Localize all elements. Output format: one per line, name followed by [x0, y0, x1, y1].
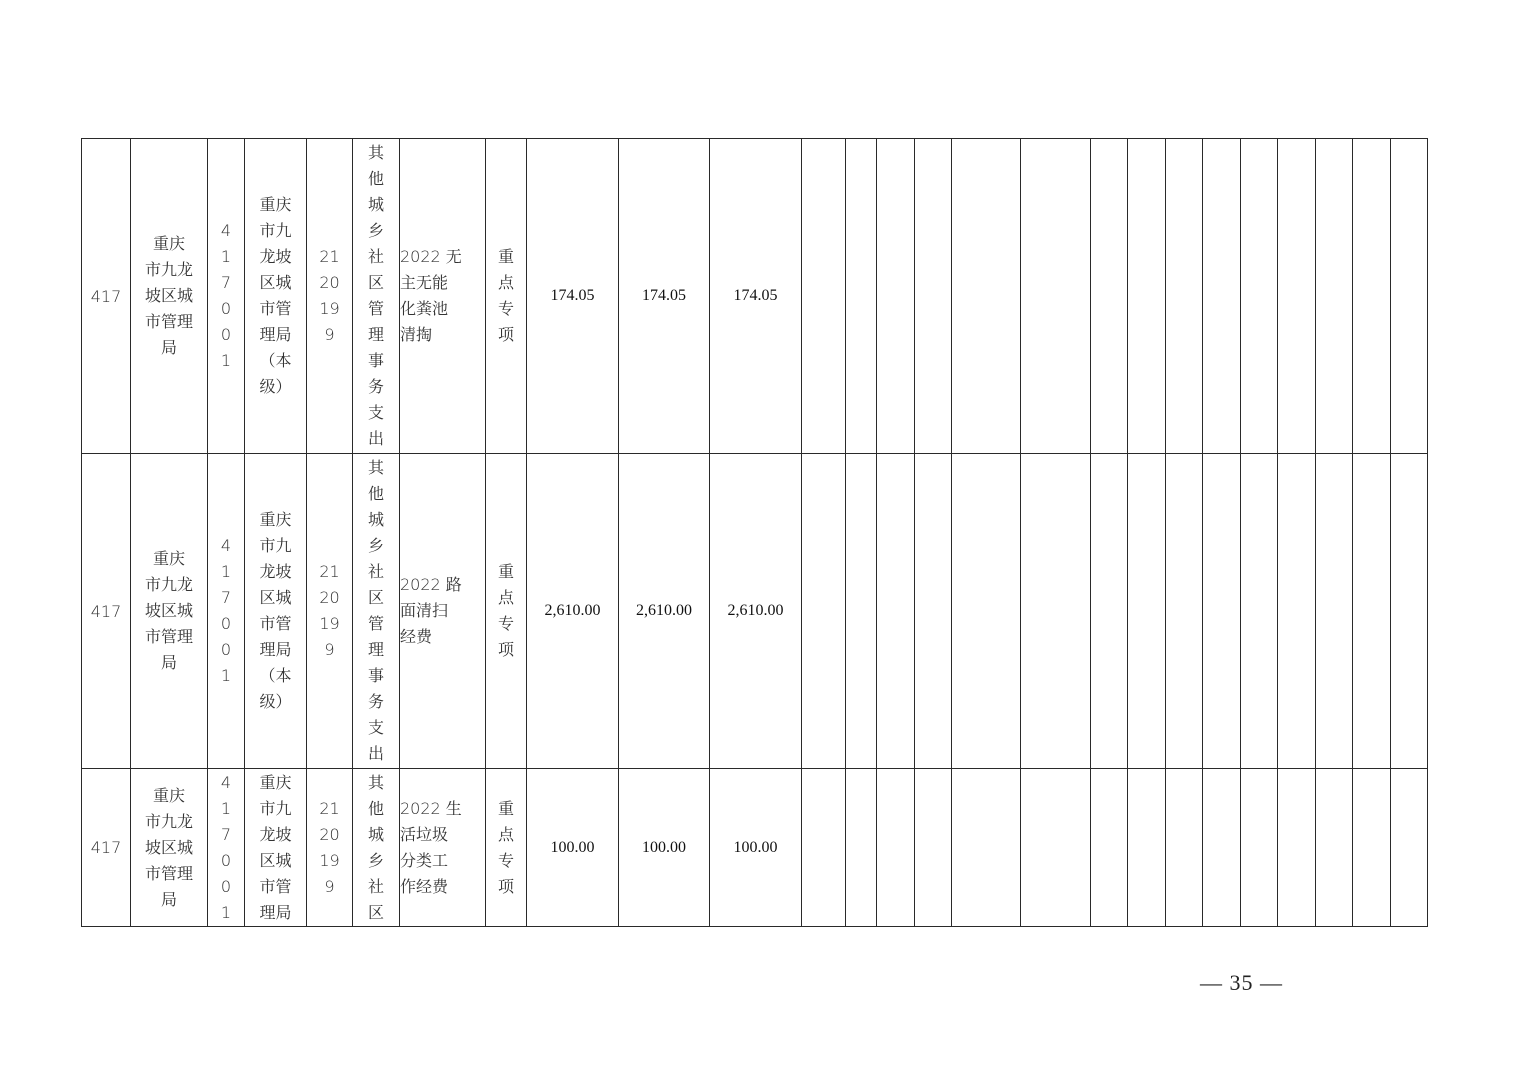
amount-subtotal: 100.00	[619, 769, 710, 927]
empty-cell	[1316, 139, 1353, 454]
empty-cell	[1128, 769, 1166, 927]
empty-cell	[1166, 769, 1203, 927]
empty-cell	[1241, 139, 1278, 454]
empty-cell	[915, 139, 952, 454]
empty-cell	[1091, 454, 1128, 769]
empty-cell	[802, 454, 846, 769]
empty-cell	[1091, 769, 1128, 927]
empty-cell	[1391, 139, 1428, 454]
project-type: 重 点 专 项	[486, 139, 527, 454]
amount-total: 100.00	[527, 769, 619, 927]
empty-cell	[1203, 139, 1241, 454]
table-row	[82, 454, 1428, 769]
row-id: 417	[82, 769, 131, 927]
amount-general: 100.00	[710, 769, 802, 927]
function-name: 其 他 城 乡 社 区	[353, 769, 400, 927]
empty-cell	[802, 139, 846, 454]
empty-cell	[1021, 454, 1091, 769]
row-id: 417	[82, 139, 131, 454]
empty-cell	[1203, 769, 1241, 927]
page-number: — 35 —	[1200, 970, 1283, 995]
project-name: 2022 路 面清扫 经费	[400, 454, 486, 769]
empty-cell	[1391, 454, 1428, 769]
empty-cell	[952, 139, 1021, 454]
amount-total: 2,610.00	[527, 454, 619, 769]
function-code: 21 20 19 9	[307, 769, 353, 927]
empty-cell	[846, 454, 877, 769]
empty-cell	[1021, 139, 1091, 454]
empty-cell	[1091, 139, 1128, 454]
empty-cell	[1241, 454, 1278, 769]
unit-name: 重庆 市九龙 坡区城 市管理 局	[131, 769, 208, 927]
department: 重庆 市九 龙坡 区城 市管 理局 （本 级）	[245, 454, 307, 769]
empty-cell	[877, 454, 915, 769]
unit-code: 4 1 7 0 0 1	[208, 769, 245, 927]
empty-cell	[1166, 139, 1203, 454]
amount-subtotal: 2,610.00	[619, 454, 710, 769]
empty-cell	[915, 454, 952, 769]
amount-general: 2,610.00	[710, 454, 802, 769]
empty-cell	[802, 769, 846, 927]
unit-code: 4 1 7 0 0 1	[208, 454, 245, 769]
amount-general: 174.05	[710, 139, 802, 454]
empty-cell	[1166, 454, 1203, 769]
empty-cell	[952, 769, 1021, 927]
empty-cell	[1353, 454, 1391, 769]
empty-cell	[915, 769, 952, 927]
empty-cell	[1128, 139, 1166, 454]
empty-cell	[1021, 769, 1091, 927]
amount-total: 174.05	[527, 139, 619, 454]
budget-table	[81, 138, 1428, 927]
table-row	[82, 769, 1428, 927]
project-type: 重 点 专 项	[486, 454, 527, 769]
project-name: 2022 生 活垃圾 分类工 作经费	[400, 769, 486, 927]
empty-cell	[1391, 769, 1428, 927]
empty-cell	[877, 769, 915, 927]
department: 重庆 市九 龙坡 区城 市管 理局 （本 级）	[245, 139, 307, 454]
function-code: 21 20 19 9	[307, 139, 353, 454]
table-row	[82, 139, 1428, 454]
empty-cell	[1316, 769, 1353, 927]
project-name: 2022 无 主无能 化粪池 清掏	[400, 139, 486, 454]
unit-name: 重庆 市九龙 坡区城 市管理 局	[131, 454, 208, 769]
empty-cell	[846, 139, 877, 454]
empty-cell	[1353, 769, 1391, 927]
unit-name: 重庆 市九龙 坡区城 市管理 局	[131, 139, 208, 454]
empty-cell	[1128, 454, 1166, 769]
row-id: 417	[82, 454, 131, 769]
function-name: 其 他 城 乡 社 区 管 理 事 务 支 出	[353, 454, 400, 769]
function-code: 21 20 19 9	[307, 454, 353, 769]
department: 重庆 市九 龙坡 区城 市管 理局	[245, 769, 307, 927]
amount-subtotal: 174.05	[619, 139, 710, 454]
unit-code: 4 1 7 0 0 1	[208, 139, 245, 454]
empty-cell	[1278, 139, 1316, 454]
empty-cell	[877, 139, 915, 454]
empty-cell	[1203, 454, 1241, 769]
empty-cell	[1278, 454, 1316, 769]
empty-cell	[1278, 769, 1316, 927]
empty-cell	[1353, 139, 1391, 454]
empty-cell	[846, 769, 877, 927]
function-name: 其 他 城 乡 社 区 管 理 事 务 支 出	[353, 139, 400, 454]
project-type: 重 点 专 项	[486, 769, 527, 927]
empty-cell	[1316, 454, 1353, 769]
empty-cell	[1241, 769, 1278, 927]
empty-cell	[952, 454, 1021, 769]
